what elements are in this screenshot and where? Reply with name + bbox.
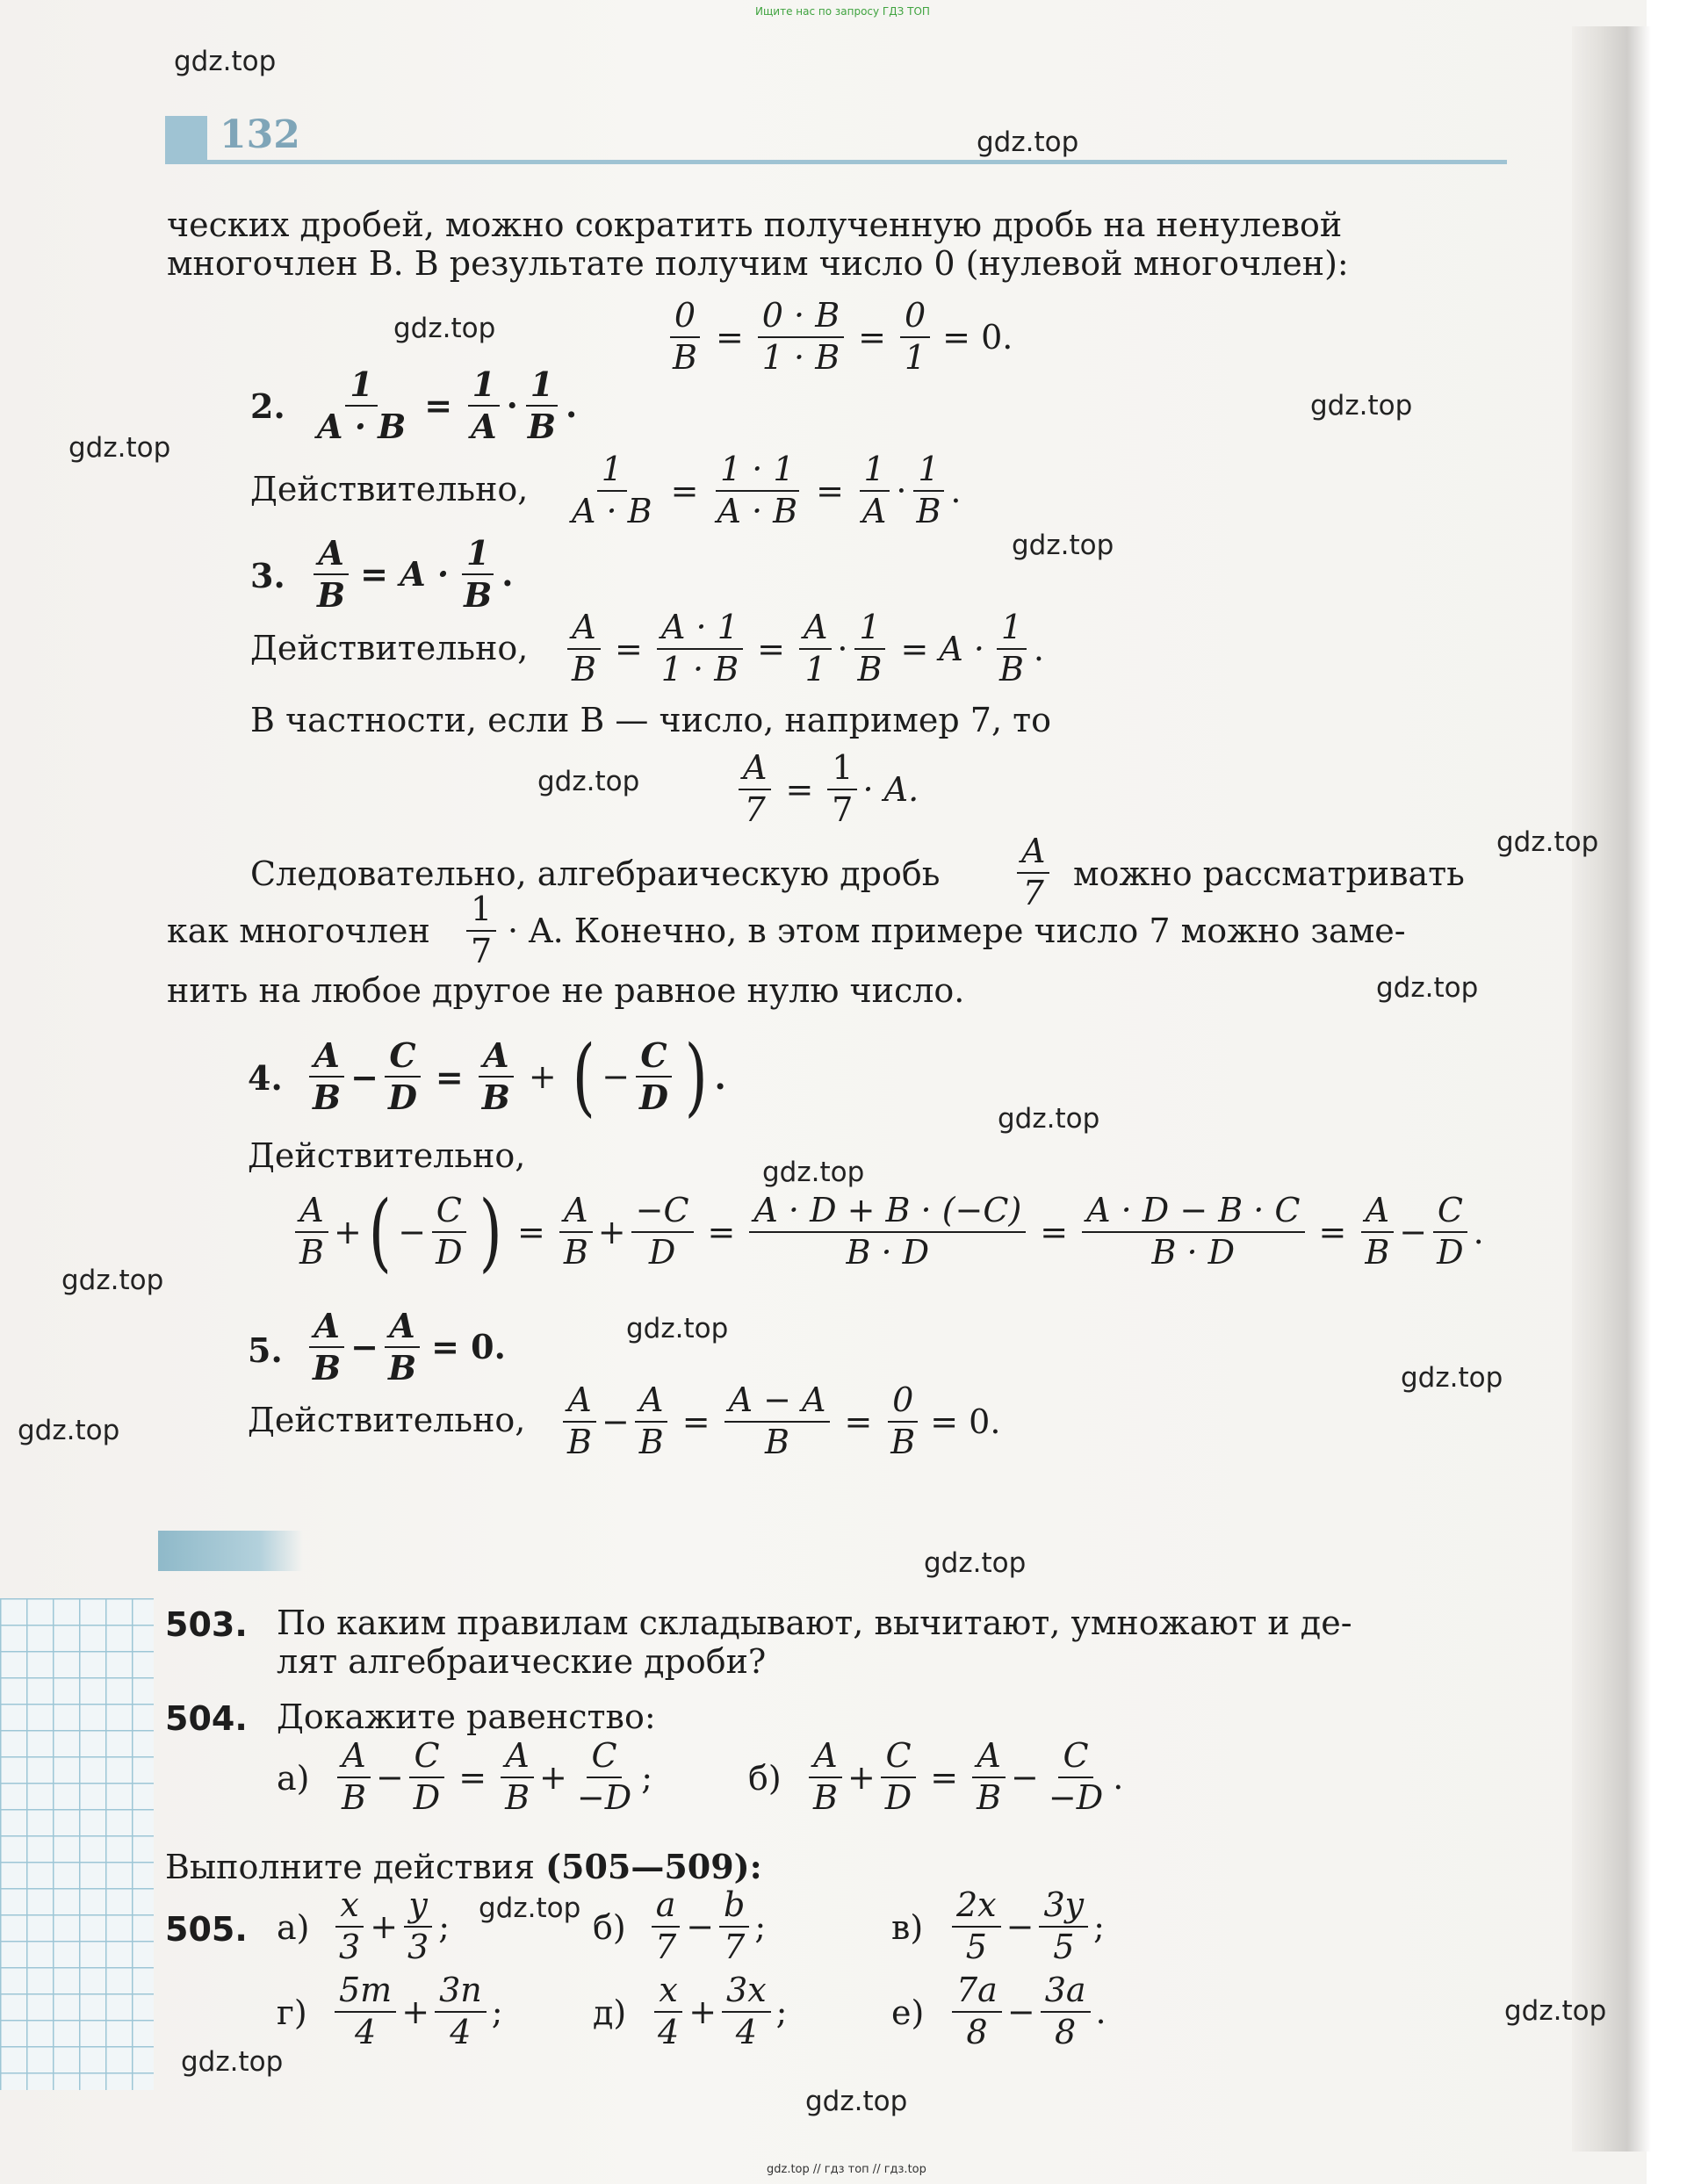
denominator: B: [916, 491, 941, 530]
numerator: 1 · 1: [716, 452, 799, 492]
numerator: 3a: [1041, 1973, 1091, 2013]
numerator: A: [799, 610, 832, 650]
watermark-text: gdz.top: [61, 1265, 164, 1296]
denominator: 8: [1055, 2012, 1077, 2051]
numerator: x: [654, 1973, 681, 2013]
denominator: A · B: [572, 491, 652, 530]
denominator: 1: [804, 649, 826, 688]
numerator: x: [335, 1888, 363, 1928]
denominator: A · B: [317, 406, 407, 446]
exercise-505-v-formula: $\frac{2x}{5}$ − $\frac{3y}{5}$ ;: [947, 1888, 1105, 1965]
exercise-505-number: 505.: [165, 1910, 248, 1949]
denominator: 7: [744, 789, 766, 829]
formula-tail: = 0.: [930, 1402, 1001, 1441]
margin-grid: [0, 1598, 154, 2090]
property-5-proof: $\frac{A}{B}$ − $\frac{A}{B}$ = $\frac{A - A}{B}$ = $\frac{0}{B}$ = 0.: [558, 1383, 1000, 1460]
numerator: A: [295, 1193, 328, 1233]
denominator: B: [857, 649, 883, 688]
denominator: 3: [407, 1927, 429, 1966]
denominator: 4: [355, 2012, 377, 2051]
page-number: 132: [220, 112, 300, 157]
denominator: B: [481, 1078, 510, 1117]
denominator: B: [572, 649, 596, 688]
exercise-503-line-1: По каким правилам складывают, вычитают, умножают и де-: [277, 1604, 1352, 1642]
header-tab: [165, 116, 207, 162]
numerator: A: [635, 1383, 667, 1423]
denominator: B: [464, 574, 493, 615]
numerator: A: [337, 1739, 370, 1778]
consequence-line-2b: · A. Конечно, в этом примере число 7 можно заме-: [508, 912, 1406, 950]
denominator: 5: [1053, 1927, 1075, 1966]
exercise-505-b-label: б): [593, 1908, 626, 1947]
denominator: 8: [966, 2012, 988, 2051]
watermark-text: gdz.top: [68, 432, 171, 464]
exercise-505-g-formula: $\frac{5m}{4}$ + $\frac{3n}{4}$ ;: [329, 1973, 503, 2051]
numerator: y: [404, 1888, 431, 1928]
denominator: D: [639, 1078, 668, 1117]
exercise-504-a-formula: $\frac{A}{B}$ − $\frac{C}{D}$ = $\frac{A}{B}$ + $\frac{C}{-D}$ ;: [332, 1739, 652, 1816]
numerator: 0: [900, 299, 930, 338]
numerator: 1: [345, 367, 377, 407]
denominator: 7: [724, 1927, 746, 1966]
zero-equation: $\frac{0}{B}$ = $\frac{0 \cdot B}{1 \cdot B}$ = $\frac{0}{1}$ = 0.: [663, 299, 1013, 376]
exercise-504-text: Докажите равенство:: [277, 1697, 656, 1736]
numerator: A − A: [724, 1383, 831, 1423]
watermark-text: gdz.top: [1376, 972, 1479, 1004]
property-5-label: 5.: [248, 1330, 283, 1370]
watermark-text: gdz.top: [174, 46, 277, 77]
property-4-label: 4.: [248, 1058, 283, 1098]
denominator: 4: [658, 2012, 680, 2051]
denominator: D: [648, 1233, 676, 1272]
denominator: D: [413, 1777, 441, 1817]
denominator: B · D: [846, 1233, 930, 1272]
numerator: 1: [827, 751, 857, 790]
numerator: A: [567, 610, 600, 650]
formula-mid: = A ·: [360, 554, 450, 595]
numerator: A: [309, 1038, 343, 1078]
watermark-text: gdz.top: [924, 1547, 1027, 1579]
numerator: A: [809, 1739, 841, 1778]
property-2-proof: $\frac{1}{A \cdot B}$ = $\frac{1 \cdot 1}{A \cdot B}$ = $\frac{1}{A}$ · $\frac{1}{B}$ .: [562, 452, 961, 530]
numerator: C: [432, 1193, 466, 1233]
page-spine-shadow: [1572, 26, 1651, 2152]
formula-tail: = 0.: [431, 1327, 506, 1367]
denominator: A · B: [717, 491, 798, 530]
numerator: A: [563, 1383, 595, 1423]
watermark-text: gdz.top: [181, 2046, 284, 2078]
property-3-formula: $\frac{A}{B}$ = A · $\frac{1}{B}$ .: [307, 536, 514, 613]
denominator: 7: [1022, 873, 1044, 912]
intro-line-1: ческих дробей, можно сократить полученную дробь на ненулевой: [167, 205, 1343, 244]
watermark-text: gdz.top: [393, 313, 496, 344]
denominator: D: [1437, 1233, 1464, 1272]
formula-mid: = A ·: [900, 629, 984, 668]
watermark-text: gdz.top: [479, 1892, 581, 1924]
property-3-proof: $\frac{A}{B}$ = $\frac{A \cdot 1}{1 \cdot B}$ = $\frac{A}{1}$ · $\frac{1}{B}$ = A · $\frac{1}{B}$ .: [562, 610, 1044, 688]
property-5-formula: $\frac{A}{B}$ − $\frac{A}{B}$ = 0.: [303, 1308, 506, 1386]
particular-case-formula: $\frac{A}{7}$ = $\frac{1}{7}$ · A.: [733, 751, 919, 828]
instruction-text: Выполните действия: [165, 1848, 546, 1886]
exercise-505-a-formula: $\frac{x}{3}$ + $\frac{y}{3}$ ;: [329, 1888, 450, 1965]
numerator: C: [881, 1739, 915, 1778]
exercise-505-a-label: а): [277, 1908, 310, 1947]
denominator: 1 · B: [660, 649, 739, 688]
watermark-top: Ищите нас по запросу ГДЗ ТОП: [755, 5, 930, 18]
exercise-504-b-formula: $\frac{A}{B}$ + $\frac{C}{D}$ = $\frac{A}{B}$ − $\frac{C}{-D}$ .: [804, 1739, 1123, 1816]
watermark-text: gdz.top: [537, 766, 640, 797]
numerator: 1: [854, 610, 884, 650]
denominator: A: [471, 406, 497, 446]
numerator: A: [739, 751, 771, 790]
property-2-label: 2.: [250, 386, 285, 426]
numerator: C: [1433, 1193, 1467, 1233]
numerator: A: [314, 536, 348, 575]
denominator: B: [765, 1422, 789, 1461]
denominator: B: [313, 1078, 342, 1117]
denominator: D: [387, 1078, 417, 1117]
proof-word-3: Действительно,: [250, 629, 529, 667]
exercise-504-b-label: б): [748, 1759, 782, 1798]
formula-tail: · A.: [862, 769, 919, 809]
exercise-505-g-label: г): [277, 1993, 307, 2032]
numerator: C: [1058, 1739, 1092, 1778]
numerator: b: [719, 1888, 749, 1928]
numerator: A: [1017, 834, 1049, 874]
denominator: 7: [832, 789, 854, 829]
denominator: B: [813, 1777, 838, 1817]
numerator: 1: [597, 452, 627, 492]
denominator: B: [313, 1347, 342, 1388]
watermark-text: gdz.top: [998, 1103, 1100, 1135]
denominator: 4: [735, 2012, 757, 2051]
proof-word-2: Действительно,: [250, 470, 529, 508]
numerator: 3y: [1039, 1888, 1088, 1928]
numerator: 1: [526, 367, 558, 407]
instruction-line: [165, 1849, 762, 1886]
numerator: −C: [631, 1193, 694, 1233]
property-2-formula: $\frac{1}{A \cdot B}$ = $\frac{1}{A}$ · $\frac{1}{B}$ .: [307, 367, 577, 444]
exercise-505-e-formula: $\frac{7a}{8}$ − $\frac{3a}{8}$ .: [947, 1973, 1107, 2051]
particular-case-text: В частности, если B — число, например 7, то: [250, 701, 1052, 739]
denominator: 5: [965, 1927, 987, 1966]
watermark-text: gdz.top: [1012, 530, 1114, 561]
denominator: B: [505, 1777, 530, 1817]
denominator: 4: [450, 2012, 472, 2051]
denominator: 3: [339, 1927, 361, 1966]
denominator: B: [567, 1422, 592, 1461]
numerator: C: [409, 1739, 443, 1778]
denominator: B: [299, 1233, 324, 1272]
watermark-bottom: gdz.top // гдз топ // гдз.top: [767, 2163, 926, 2176]
watermark-text: gdz.top: [762, 1157, 865, 1188]
denominator: −D: [576, 1777, 632, 1817]
exercise-505-v-label: в): [891, 1908, 924, 1947]
denominator: B: [317, 574, 346, 615]
exercises-section-band: [158, 1531, 303, 1571]
numerator: A: [501, 1739, 533, 1778]
numerator: 1: [462, 536, 494, 575]
denominator: 1: [904, 337, 926, 377]
equation-tail: = 0.: [942, 317, 1013, 357]
numerator: 0: [888, 1383, 918, 1423]
watermark-text: gdz.top: [977, 126, 1079, 158]
denominator: B: [890, 1422, 916, 1461]
denominator: B · D: [1151, 1233, 1236, 1272]
numerator: A: [559, 1193, 592, 1233]
numerator: 5m: [335, 1973, 396, 2013]
consequence-fraction: [1012, 834, 1055, 912]
numerator: A: [309, 1308, 343, 1348]
denominator: B: [342, 1777, 366, 1817]
exercise-503-line-2: лят алгебраические дроби?: [277, 1642, 767, 1681]
denominator: B: [673, 337, 697, 377]
exercise-504-a-label: а): [277, 1759, 310, 1798]
consequence-fraction-2: [461, 892, 501, 969]
numerator: A: [1361, 1193, 1394, 1233]
numerator: C: [587, 1739, 621, 1778]
property-4-formula: $\frac{A}{B}$ − $\frac{C}{D}$ = $\frac{A}{B}$ + ( − $\frac{C}{D}$ ) .: [303, 1034, 726, 1119]
exercise-503-number: 503.: [165, 1605, 248, 1644]
numerator: A: [972, 1739, 1005, 1778]
proof-word-5: Действительно,: [248, 1401, 526, 1439]
denominator: B: [527, 406, 556, 446]
denominator: A: [861, 491, 887, 530]
watermark-text: gdz.top: [1496, 826, 1599, 858]
proof-word-4: Действительно,: [248, 1136, 526, 1175]
property-3-label: 3.: [250, 556, 285, 595]
numerator: 1: [997, 610, 1027, 650]
consequence-line-3: нить на любое другое не равное нулю число.: [167, 971, 965, 1010]
page-header: [165, 112, 1507, 163]
denominator: 7: [471, 931, 493, 970]
numerator: 1: [913, 452, 943, 492]
watermark-text: gdz.top: [18, 1415, 120, 1446]
numerator: A: [385, 1308, 419, 1348]
consequence-line-2a: как многочлен: [167, 912, 430, 950]
exercise-504-number: 504.: [165, 1699, 248, 1738]
watermark-text: gdz.top: [1310, 390, 1413, 422]
numerator: 1: [860, 452, 890, 492]
watermark-text: gdz.top: [1401, 1362, 1503, 1394]
numerator: a: [652, 1888, 681, 1928]
denominator: D: [884, 1777, 912, 1817]
watermark-text: gdz.top: [626, 1313, 729, 1344]
denominator: B: [638, 1422, 664, 1461]
numerator: A · D − B · C: [1082, 1193, 1304, 1233]
denominator: −D: [1048, 1777, 1104, 1817]
numerator: 7a: [952, 1973, 1002, 2013]
denominator: B: [563, 1233, 588, 1272]
numerator: 1: [466, 892, 496, 932]
exercise-505-d-label: д): [593, 1993, 627, 2032]
denominator: B: [998, 649, 1024, 688]
numerator: 3n: [435, 1973, 487, 2013]
consequence-line-1a: Следовательно, алгебраическую дробь: [250, 854, 941, 893]
numerator: C: [636, 1038, 671, 1078]
denominator: 7: [655, 1927, 677, 1966]
denominator: 1 · B: [761, 337, 840, 377]
watermark-text: gdz.top: [805, 2086, 908, 2117]
exercise-505-e-label: е): [891, 1993, 925, 2032]
exercise-505-d-formula: $\frac{x}{4}$ + $\frac{3x}{4}$ ;: [648, 1973, 787, 2051]
exercise-505-b-formula: $\frac{a}{7}$ − $\frac{b}{7}$ ;: [645, 1888, 766, 1965]
numerator: 0 · B: [758, 299, 844, 338]
numerator: A · 1: [657, 610, 743, 650]
watermark-text: gdz.top: [1504, 1995, 1607, 2027]
numerator: 3x: [722, 1973, 771, 2013]
numerator: A · D + B · (−C): [749, 1193, 1026, 1233]
numerator: A: [479, 1038, 513, 1078]
denominator: B: [387, 1347, 417, 1388]
denominator: B: [1365, 1233, 1390, 1272]
consequence-line-1b: можно рассматривать: [1073, 854, 1465, 893]
header-rule: [165, 160, 1507, 164]
property-4-proof: $\frac{A}{B}$ + ( − $\frac{C}{D}$ ) = $\frac{A}{B}$ + $\frac{-C}{D}$ = $\frac{A \cdot D + B \cdot (-C)}{B \cdot D}$ = $\frac{A \cdot D - B \cdot C}{B \cdot D}$ = $\frac{A}{B}$ − $\frac{C}{D}$ .: [290, 1190, 1484, 1274]
intro-line-2: многочлен B. В результате получим число 0 (нулевой многочлен):: [167, 244, 1349, 283]
numerator: 0: [670, 299, 700, 338]
denominator: B: [977, 1777, 1002, 1817]
instruction-range: (505—509):: [545, 1847, 762, 1886]
numerator: 1: [468, 367, 500, 407]
numerator: C: [385, 1038, 420, 1078]
denominator: D: [436, 1233, 463, 1272]
numerator: 2x: [952, 1888, 1001, 1928]
